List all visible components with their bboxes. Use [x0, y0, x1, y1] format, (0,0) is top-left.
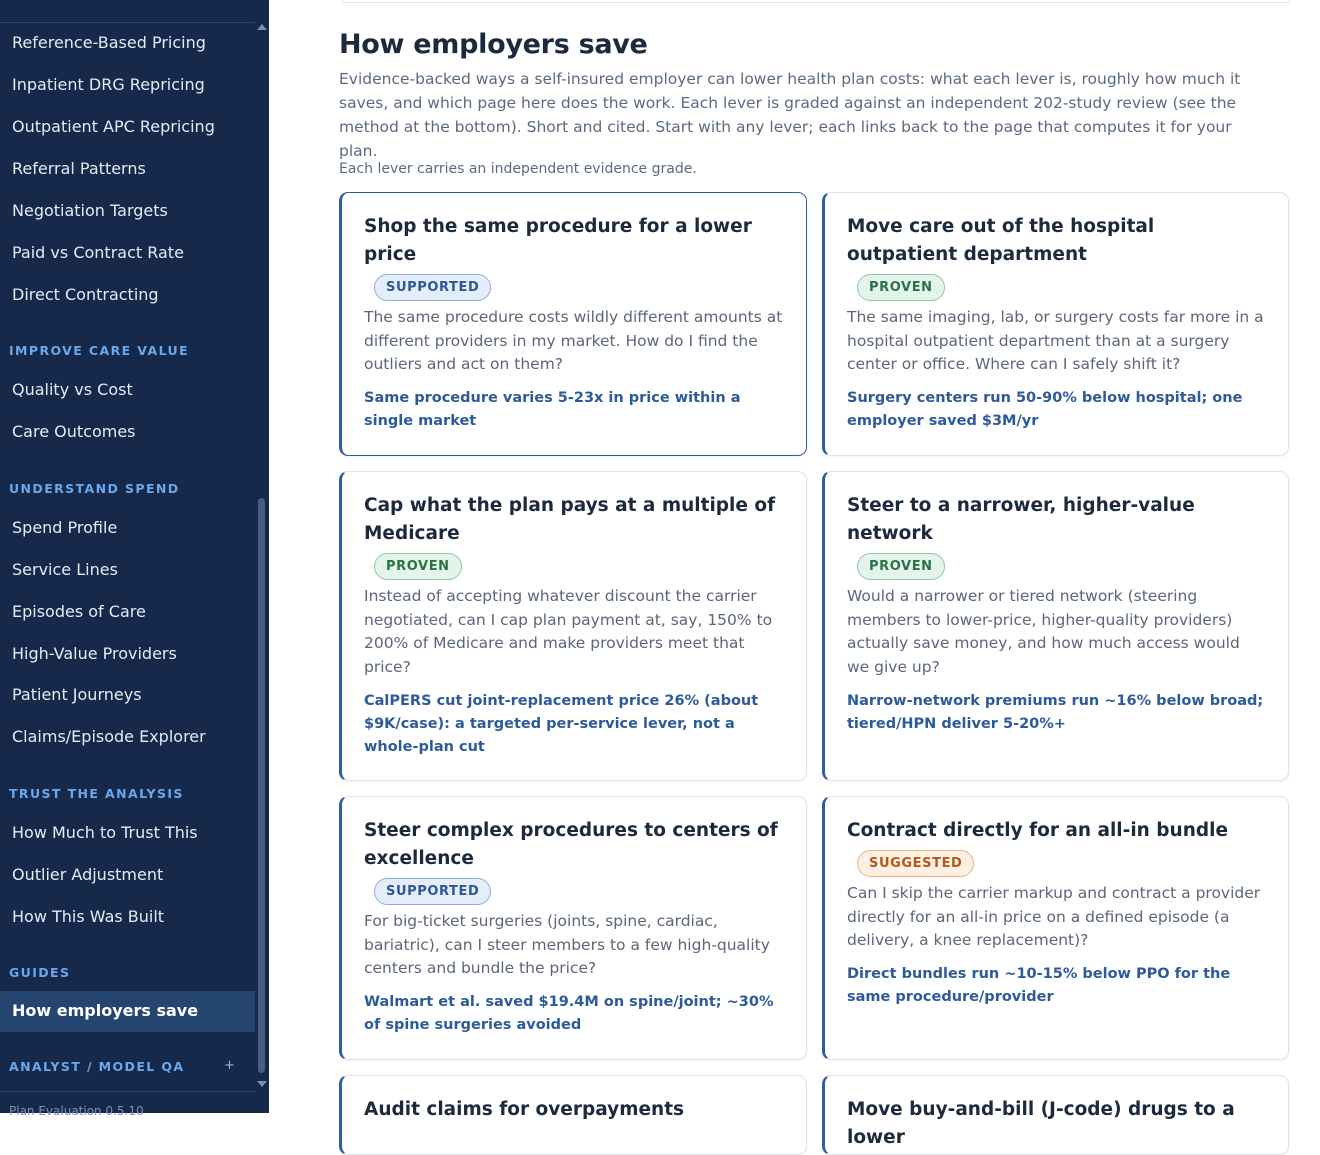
lever-title: Shop the same procedure for a lower price [364, 216, 752, 265]
lever-title: Cap what the plan pays at a multiple of Medicare [364, 495, 776, 544]
sidebar-item-spend-profile[interactable]: Spend Profile [12, 518, 118, 537]
sidebar-item-outpatient-apc-repricing[interactable]: Outpatient APC Repricing [12, 117, 215, 136]
triangle-up-icon[interactable] [257, 24, 267, 30]
section-heading-guides: GUIDES [9, 965, 71, 980]
section-heading-trust-the-analysis: TRUST THE ANALYSIS [9, 786, 184, 801]
lever-card-shop-procedure[interactable] [339, 192, 807, 456]
lever-card-audit-claims[interactable] [339, 1075, 807, 1155]
page-title: How employers save [339, 29, 648, 60]
lever-description: Would a narrower or tiered network (steering members to lower-price, higher-quality providers) actually save money, and how much access would we give up? [847, 587, 1240, 677]
sidebar-item-quality-vs-cost[interactable]: Quality vs Cost [12, 380, 133, 399]
evidence-badge-proven: PROVEN [857, 274, 945, 301]
sidebar-divider [0, 22, 255, 23]
evidence-badge-proven: PROVEN [374, 553, 462, 580]
lever-evidence: Same procedure varies 5-23x in price within a single market [364, 390, 741, 430]
lever-evidence: CalPERS cut joint-replacement price 26% (about $9K/case): a targeted per-service lever, not a whole-plan cut [364, 692, 759, 755]
lever-card-cap-multiple-of-medicare[interactable] [339, 471, 807, 781]
lever-title: Move buy-and-bill (J-code) drugs to a lower [847, 1099, 1235, 1148]
section-heading-understand-spend: UNDERSTAND SPEND [9, 481, 180, 496]
lever-description: Instead of accepting whatever discount the carrier negotiated, can I cap plan payment at, say, 150% to 200% of Medicare and make providers meet that price? [364, 587, 773, 677]
sidebar-item-referral-patterns[interactable]: Referral Patterns [12, 159, 146, 178]
sidebar-item-episodes-of-care[interactable]: Episodes of Care [12, 602, 146, 621]
lever-title: Contract directly for an all-in bundle [847, 820, 1228, 841]
lever-evidence: Surgery centers run 50-90% below hospital; one employer saved $3M/yr [847, 390, 1243, 430]
lever-evidence: Narrow-network premiums run ~16% below broad; tiered/HPN deliver 5-20%+ [847, 692, 1264, 732]
lever-title: Move care out of the hospital outpatient department [847, 216, 1155, 265]
sidebar-item-paid-vs-contract-rate[interactable]: Paid vs Contract Rate [12, 243, 184, 262]
sidebar-item-care-outcomes[interactable]: Care Outcomes [12, 422, 136, 441]
sidebar-item-inpatient-drg-repricing[interactable]: Inpatient DRG Repricing [12, 75, 205, 94]
evidence-badge-supported: SUPPORTED [374, 274, 491, 301]
section-heading-improve-care-value: IMPROVE CARE VALUE [9, 343, 190, 358]
sidebar-divider-bottom [0, 1091, 255, 1092]
sidebar-item-direct-contracting[interactable]: Direct Contracting [12, 285, 159, 304]
lever-description: Can I skip the carrier markup and contract a provider directly for an all-in price on a defined episode (a delivery, a knee replacement)? [847, 884, 1261, 950]
evidence-badge-supported: SUPPORTED [374, 878, 491, 905]
app-version: Plan Evaluation 0.5.10 [9, 1104, 144, 1118]
sidebar-item-negotiation-targets[interactable]: Negotiation Targets [12, 201, 168, 220]
sidebar-item-outlier-adjustment[interactable]: Outlier Adjustment [12, 865, 164, 884]
lever-title: Audit claims for overpayments [364, 1099, 685, 1120]
evidence-badge-proven: PROVEN [857, 553, 945, 580]
evidence-badge-suggested: SUGGESTED [857, 850, 974, 877]
triangle-down-icon[interactable] [257, 1081, 267, 1087]
sidebar [0, 0, 269, 1118]
grade-note: Each lever carries an independent evidence grade. [339, 161, 697, 177]
sidebar-item-patient-journeys[interactable]: Patient Journeys [12, 685, 142, 704]
lever-card-move-care-out-hopd[interactable] [822, 192, 1289, 456]
sidebar-item-claims-episode-explorer[interactable]: Claims/Episode Explorer [12, 727, 206, 746]
top-panel-edge [342, 0, 1290, 3]
sidebar-item-how-much-to-trust-this[interactable]: How Much to Trust This [12, 823, 198, 842]
lever-card-centers-of-excellence[interactable] [339, 796, 807, 1060]
sidebar-item-high-value-providers[interactable]: High-Value Providers [12, 644, 177, 663]
section-heading-analyst-model-qa[interactable]: ANALYST / MODEL QA [9, 1059, 185, 1074]
plus-icon[interactable]: + [224, 1058, 235, 1073]
lever-description: The same procedure costs wildly different amounts at different providers in my market. How do I find the outliers and act on them? [364, 308, 783, 374]
lever-card-narrow-network[interactable] [822, 471, 1289, 781]
sidebar-item-how-this-was-built[interactable]: How This Was Built [12, 907, 165, 926]
lever-title: Steer to a narrower, higher-value network [847, 495, 1195, 544]
sidebar-item-how-employers-save[interactable]: How employers save [12, 1001, 199, 1020]
sidebar-item-reference-based-pricing[interactable]: Reference-Based Pricing [12, 33, 206, 52]
scrollbar-thumb[interactable] [258, 498, 265, 1073]
lever-description: The same imaging, lab, or surgery costs far more in a hospital outpatient department than at a surgery center or office. Where can I safely shift it? [847, 308, 1264, 374]
sidebar-item-service-lines[interactable]: Service Lines [12, 560, 118, 579]
lever-card-buy-and-bill-drugs[interactable] [822, 1075, 1289, 1155]
page-intro: Evidence-backed ways a self-insured employer can lower health plan costs: what each lever is, roughly how much it saves, and which page here does the work. Each lever is graded against an independent 202-study review (see the method at the bottom). Short and cited. Start with any lever; each links back to the page that computes it for your plan. [339, 70, 1241, 160]
lever-evidence: Walmart et al. saved $19.4M on spine/joint; ~30% of spine surgeries avoided [364, 994, 774, 1034]
lever-description: For big-ticket surgeries (joints, spine, cardiac, bariatric), can I steer members to a few high-quality centers and bundle the price? [364, 912, 770, 978]
lever-evidence: Direct bundles run ~10-15% below PPO for the same procedure/provider [847, 966, 1231, 1006]
lever-title: Steer complex procedures to centers of excellence [364, 820, 778, 869]
lever-card-direct-bundle[interactable] [822, 796, 1289, 1060]
